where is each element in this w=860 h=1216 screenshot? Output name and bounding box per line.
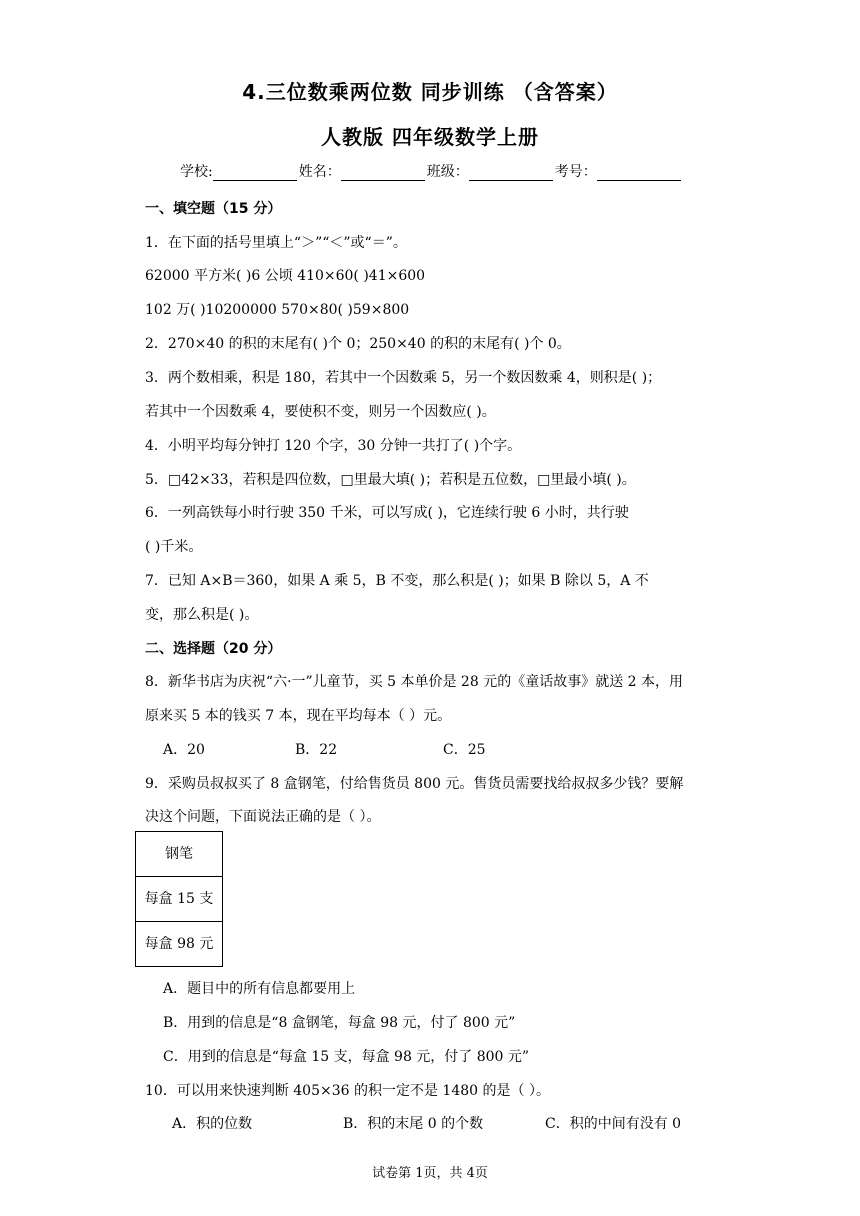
page-subtitle: 人教版 四年级数学上册 — [321, 125, 539, 149]
section-heading-choice: 二、选择题（20 分） — [145, 641, 282, 657]
table-cell: 钢笔 — [136, 832, 222, 877]
question-line: 2．270×40 的积的末尾有( )个 0；250×40 的积的末尾有( )个 0。 — [145, 336, 571, 352]
question-line: 变，那么积是( )。 — [145, 607, 259, 623]
question-line: 6．一列高铁每小时行驶 350 千米，可以写成( )，它连续行驶 6 小时，共行驶 — [145, 505, 629, 521]
question-line: 8．新华书店为庆祝“六·一”儿童节，买 5 本单价是 28 元的《童话故事》就送 2 本，用 — [145, 674, 683, 690]
question-line: 5．□42×33，若积是四位数，□里最大填( )；若积是五位数，□里最小填( )。 — [145, 472, 636, 488]
school-blank[interactable] — [213, 166, 297, 181]
table-cell: 每盒 98 元 — [144, 936, 214, 952]
question-line: 1．在下面的括号里填上“＞”“＜”或“＝”。 — [145, 235, 407, 251]
exam-no-label: 考号： — [554, 164, 597, 180]
pen-info-table — [135, 831, 223, 967]
option-a[interactable]: A．20 — [163, 742, 205, 758]
question-line: 3．两个数相乘，积是 180，若其中一个因数乘 5，另一个数因数乘 4，则积是( )； — [145, 370, 662, 386]
section-heading-fill-blank: 一、填空题（15 分） — [145, 201, 282, 217]
page-footer: 试卷第 1页，共 4页 — [372, 1166, 488, 1181]
option-b[interactable]: B．积的末尾 0 的个数 — [343, 1116, 484, 1132]
question-line: 9．采购员叔叔买了 8 盒钢笔，付给售货员 800 元。售货员需要找给叔叔多少钱？要解 — [145, 776, 684, 792]
question-line: 62000 平方米( )6 公顷 410×60( )41×600 — [145, 268, 426, 284]
student-info-row — [180, 161, 683, 181]
name-blank[interactable] — [341, 166, 425, 181]
question-line: 决这个问题，下面说法正确的是（ ）。 — [145, 809, 381, 825]
option-a[interactable]: A．积的位数 — [172, 1116, 253, 1132]
question-line: ( )千米。 — [145, 539, 203, 555]
question-line: 4．小明平均每分钟打 120 个字，30 分钟一共打了( )个字。 — [145, 438, 522, 454]
class-label: 班级： — [426, 164, 469, 180]
question-line: 若其中一个因数乘 4，要使积不变，则另一个因数应( )。 — [145, 404, 496, 420]
option-c[interactable]: C．积的中间有没有 0 — [545, 1116, 682, 1132]
question-line: 10．可以用来快速判断 405×36 的积一定不是 1480 的是（ ）。 — [145, 1083, 550, 1099]
question-line: 7．已知 A×B＝360，如果 A 乘 5，B 不变，那么积是( )；如果 B 除以 5，A 不 — [145, 573, 649, 589]
page-title: 4.三位数乘两位数 同步训练 （含答案） — [242, 80, 618, 104]
question-line: 102 万( )10200000 570×80( )59×800 — [145, 302, 410, 318]
table-cell: 每盒 15 支 — [136, 877, 222, 922]
class-blank[interactable] — [469, 166, 553, 181]
option-b[interactable]: B．22 — [295, 742, 338, 758]
exam-no-blank[interactable] — [597, 166, 681, 181]
name-label: 姓名： — [298, 164, 341, 180]
school-label: 学校: — [180, 164, 213, 180]
question-line: 原来买 5 本的钱买 7 本，现在平均每本（ ）元。 — [145, 708, 452, 724]
option-b[interactable]: B．用到的信息是“8 盒钢笔，每盒 98 元，付了 800 元” — [163, 1015, 516, 1031]
option-c[interactable]: C．25 — [443, 742, 486, 758]
option-a[interactable]: A．题目中的所有信息都要用上 — [163, 981, 356, 997]
option-c[interactable]: C．用到的信息是“每盒 15 支，每盒 98 元，付了 800 元” — [163, 1049, 530, 1065]
